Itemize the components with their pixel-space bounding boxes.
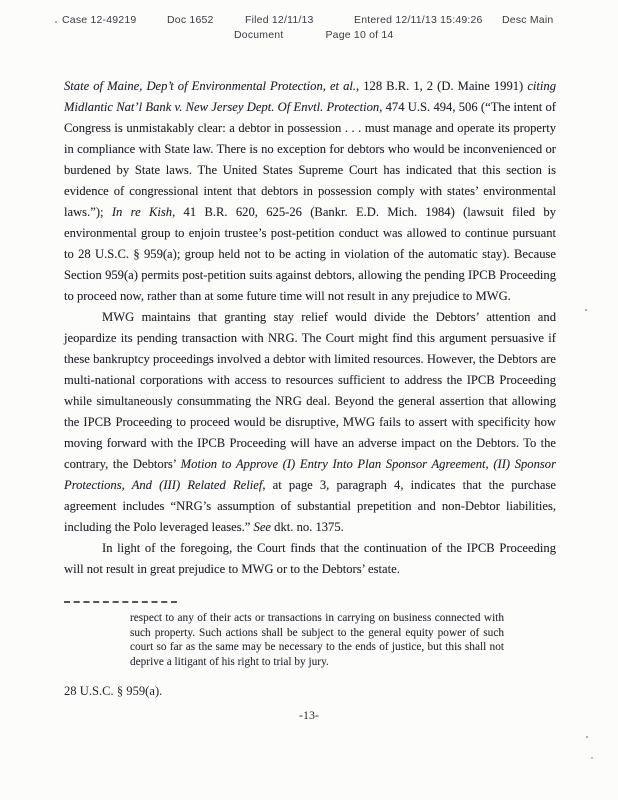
citing-signal: citing [527,79,556,93]
case-name-midlantic: Midlantic Nat’l Bank v. New Jersey Dept. Of Envtl. Protection [64,100,380,114]
ecf-stamp-line1 [62,14,588,26]
case-name-kish: In re Kish [111,205,173,219]
entered-field [354,14,502,26]
paragraph-conclusion [64,538,556,580]
case-name-maine: State of Maine, Dep’t of Environmental Protection, et al. [64,79,357,93]
ecf-stamp-line2 [62,29,588,41]
page-label: Page [325,29,351,41]
document-label: Document [234,29,284,41]
quotation-midlantic: , 474 U.S. 494, 506 (“The intent of Congress is unmistakably clear: a debtor in possession . . . must manage and operate its property in compliance with State law. There is no exception for debtors who would be inconvenienced or burdened by State laws. The United States Supreme Court has indicated that this section is evidence of congressional intent that debtors in possession comply with states’ environmental laws.”); [64,100,556,219]
case-label: Case [62,14,88,26]
citation-maine: , 128 B.R. 1, 2 (D. Maine 1991) [356,79,528,93]
scan-artifact [586,736,588,738]
entered-label: Entered [354,14,393,26]
motion-title: Motion to Approve (I) Entry Into Plan Sponsor Agreement, (II) Sponsor Protections, And (III) Related Relief [64,457,556,492]
filed-date: 12/11/13 [271,14,314,26]
scan-artifact [585,309,587,311]
desc-label: Desc [502,14,527,26]
page-number: -13- [299,708,319,722]
doc-number: 1652 [189,14,214,26]
desc-text: Main [529,14,554,26]
filed-field [245,14,354,26]
scan-artifact [591,757,593,759]
footnote-text: respect to any of their acts or transactions in carrying on business connected with such property. Such actions shall be subject to the general equity power of such court so far as the same may be necessary to the ends of justice, but this shall not deprive a litigant of his right to trial by jury. [130,612,504,668]
case-field [62,14,167,26]
page-indicator [325,29,393,41]
filed-label: Filed [245,14,269,26]
see-signal: See [253,520,272,534]
paragraph-citations [64,76,556,307]
desc-field [502,14,553,26]
doc-label: Doc [167,14,187,26]
entered-datetime: 12/11/13 15:49:26 [395,14,483,26]
purchase-agreement-text: , at page 3, paragraph 4, indicates that the purchase agreement includes “NRG’s assumption of substantial prepetition and non-Debtor liabilities, including the Polo leveraged leases.” [64,478,556,534]
case-number: 12-49219 [90,14,137,26]
mwg-argument-text: MWG maintains that granting stay relief would divide the Debtors’ attention and jeopardize its pending transaction with NRG. The Court might find this argument persuasive if these bankruptcy proceedings involved a debtor with limited resources. However, the Debtors are multi-national corporations with access to resources sufficient to address the IPCB Proceeding while simultaneously consummating the NRG deal. Beyond the general assertion that allowing the IPCB Proceeding to proceed would be disruptive, MWG fails to assert with specificity how moving forward with the IPCB Proceeding will have an adverse impact on the Debtors. To the contrary, the Debtors’ [64,310,556,471]
conclusion-text: In light of the foregoing, the Court finds that the continuation of the IPCB Proceeding will not result in great prejudice to MWG or to the Debtors’ estate. [64,541,556,576]
ecf-stamp-header [62,14,588,41]
scan-artifact [55,21,57,23]
paragraph-mwg-argument [64,307,556,538]
doc-field [167,14,245,26]
page-info: 10 of 14 [353,29,394,41]
opinion-body [64,76,556,580]
docket-reference: dkt. no. 1375. [271,520,344,534]
footnote-citation: 28 U.S.C. § 959(a). [64,684,163,698]
citation-kish: , 41 B.R. 620, 625-26 (Bankr. E.D. Mich. 1984) (lawsuit filed by environmental group to enjoin trustee’s post-petition conduct was allowed to continue pursuant to 28 U.S.C. § 959(a); group held not to be acting in violation of the automatic stay). Because Section 959(a) permits post-petition suits against debtors, allowing the pending IPCB Proceeding to proceed now, rather than at some future time will not result in any prejudice to MWG. [64,205,556,303]
footnote-separator [64,601,177,603]
